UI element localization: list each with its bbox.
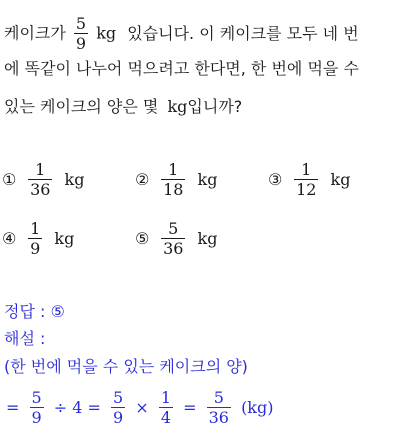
option-fraction bbox=[28, 160, 52, 199]
question-text-start: 케이크가 bbox=[4, 23, 66, 43]
cake-weight-fraction bbox=[74, 14, 88, 53]
option-fraction bbox=[28, 219, 42, 258]
fraction-numerator: 5 bbox=[31, 388, 42, 407]
option-fraction bbox=[294, 160, 318, 199]
option-5[interactable] bbox=[135, 219, 217, 258]
expression-label: (한 번에 먹을 수 있는 케이크의 양) bbox=[4, 357, 248, 376]
solution-equation bbox=[4, 388, 275, 427]
unit-kg: kg bbox=[167, 97, 188, 116]
fraction-denominator: 9 bbox=[30, 239, 41, 258]
option-unit: kg bbox=[54, 229, 75, 248]
equation-fraction-1 bbox=[30, 388, 44, 427]
fraction-denominator: 36 bbox=[30, 180, 51, 199]
option-marker: ② bbox=[135, 170, 150, 189]
option-unit: kg bbox=[197, 229, 218, 248]
option-marker: ⑤ bbox=[135, 229, 150, 248]
fraction-numerator: 1 bbox=[160, 388, 172, 407]
equals-sign: = bbox=[6, 397, 20, 417]
question-line-3 bbox=[4, 96, 242, 118]
equation-fraction-2 bbox=[111, 388, 125, 427]
unit-kg-parenthesized: (kg) bbox=[241, 397, 274, 417]
option-marker: ④ bbox=[2, 229, 17, 248]
question-text-end: 있습니다. 이 케이크를 모두 네 번 bbox=[127, 23, 359, 43]
option-unit: kg bbox=[64, 170, 85, 189]
option-4[interactable] bbox=[2, 219, 74, 258]
option-marker: ① bbox=[2, 170, 17, 189]
unit-kg: kg bbox=[96, 23, 117, 43]
explanation-label: 해설 : bbox=[4, 329, 46, 348]
fraction-denominator: 18 bbox=[163, 180, 184, 199]
question-line-2: 에 똑같이 나누어 먹으려고 한다면, 한 번에 먹을 수 bbox=[4, 59, 359, 78]
equals-sign: = bbox=[183, 397, 197, 417]
question-text-3: 있는 케이크의 양은 몇 bbox=[4, 97, 159, 116]
fraction-numerator: 5 bbox=[213, 388, 224, 407]
fraction-denominator: 36 bbox=[208, 408, 229, 427]
fraction-denominator: 12 bbox=[296, 180, 317, 199]
fraction-denominator: 9 bbox=[75, 34, 87, 53]
question-line-1 bbox=[4, 14, 359, 53]
equation-fraction-4 bbox=[207, 388, 231, 427]
option-1[interactable] bbox=[2, 160, 84, 199]
fraction-numerator: 1 bbox=[168, 160, 179, 179]
fraction-numerator: 1 bbox=[301, 160, 312, 179]
times-sign: × bbox=[135, 397, 149, 417]
option-fraction bbox=[161, 160, 185, 199]
option-fraction bbox=[161, 219, 185, 258]
equation-fraction-3 bbox=[159, 388, 173, 427]
fraction-denominator: 9 bbox=[31, 408, 42, 427]
division-by-four: ÷ 4 = bbox=[53, 397, 101, 417]
fraction-numerator: 1 bbox=[30, 219, 41, 238]
answer-label: 정답 : ⑤ bbox=[4, 302, 65, 321]
fraction-denominator: 36 bbox=[163, 239, 184, 258]
question-text-3-end: 입니까? bbox=[187, 97, 243, 116]
fraction-numerator: 5 bbox=[113, 388, 124, 407]
option-3[interactable] bbox=[268, 160, 350, 199]
fraction-numerator: 5 bbox=[75, 14, 87, 33]
fraction-denominator: 4 bbox=[160, 408, 172, 427]
fraction-numerator: 1 bbox=[35, 160, 46, 179]
option-marker: ③ bbox=[268, 170, 283, 189]
option-2[interactable] bbox=[135, 160, 217, 199]
option-unit: kg bbox=[330, 170, 351, 189]
fraction-numerator: 5 bbox=[168, 219, 179, 238]
fraction-denominator: 9 bbox=[113, 408, 124, 427]
option-unit: kg bbox=[197, 170, 218, 189]
